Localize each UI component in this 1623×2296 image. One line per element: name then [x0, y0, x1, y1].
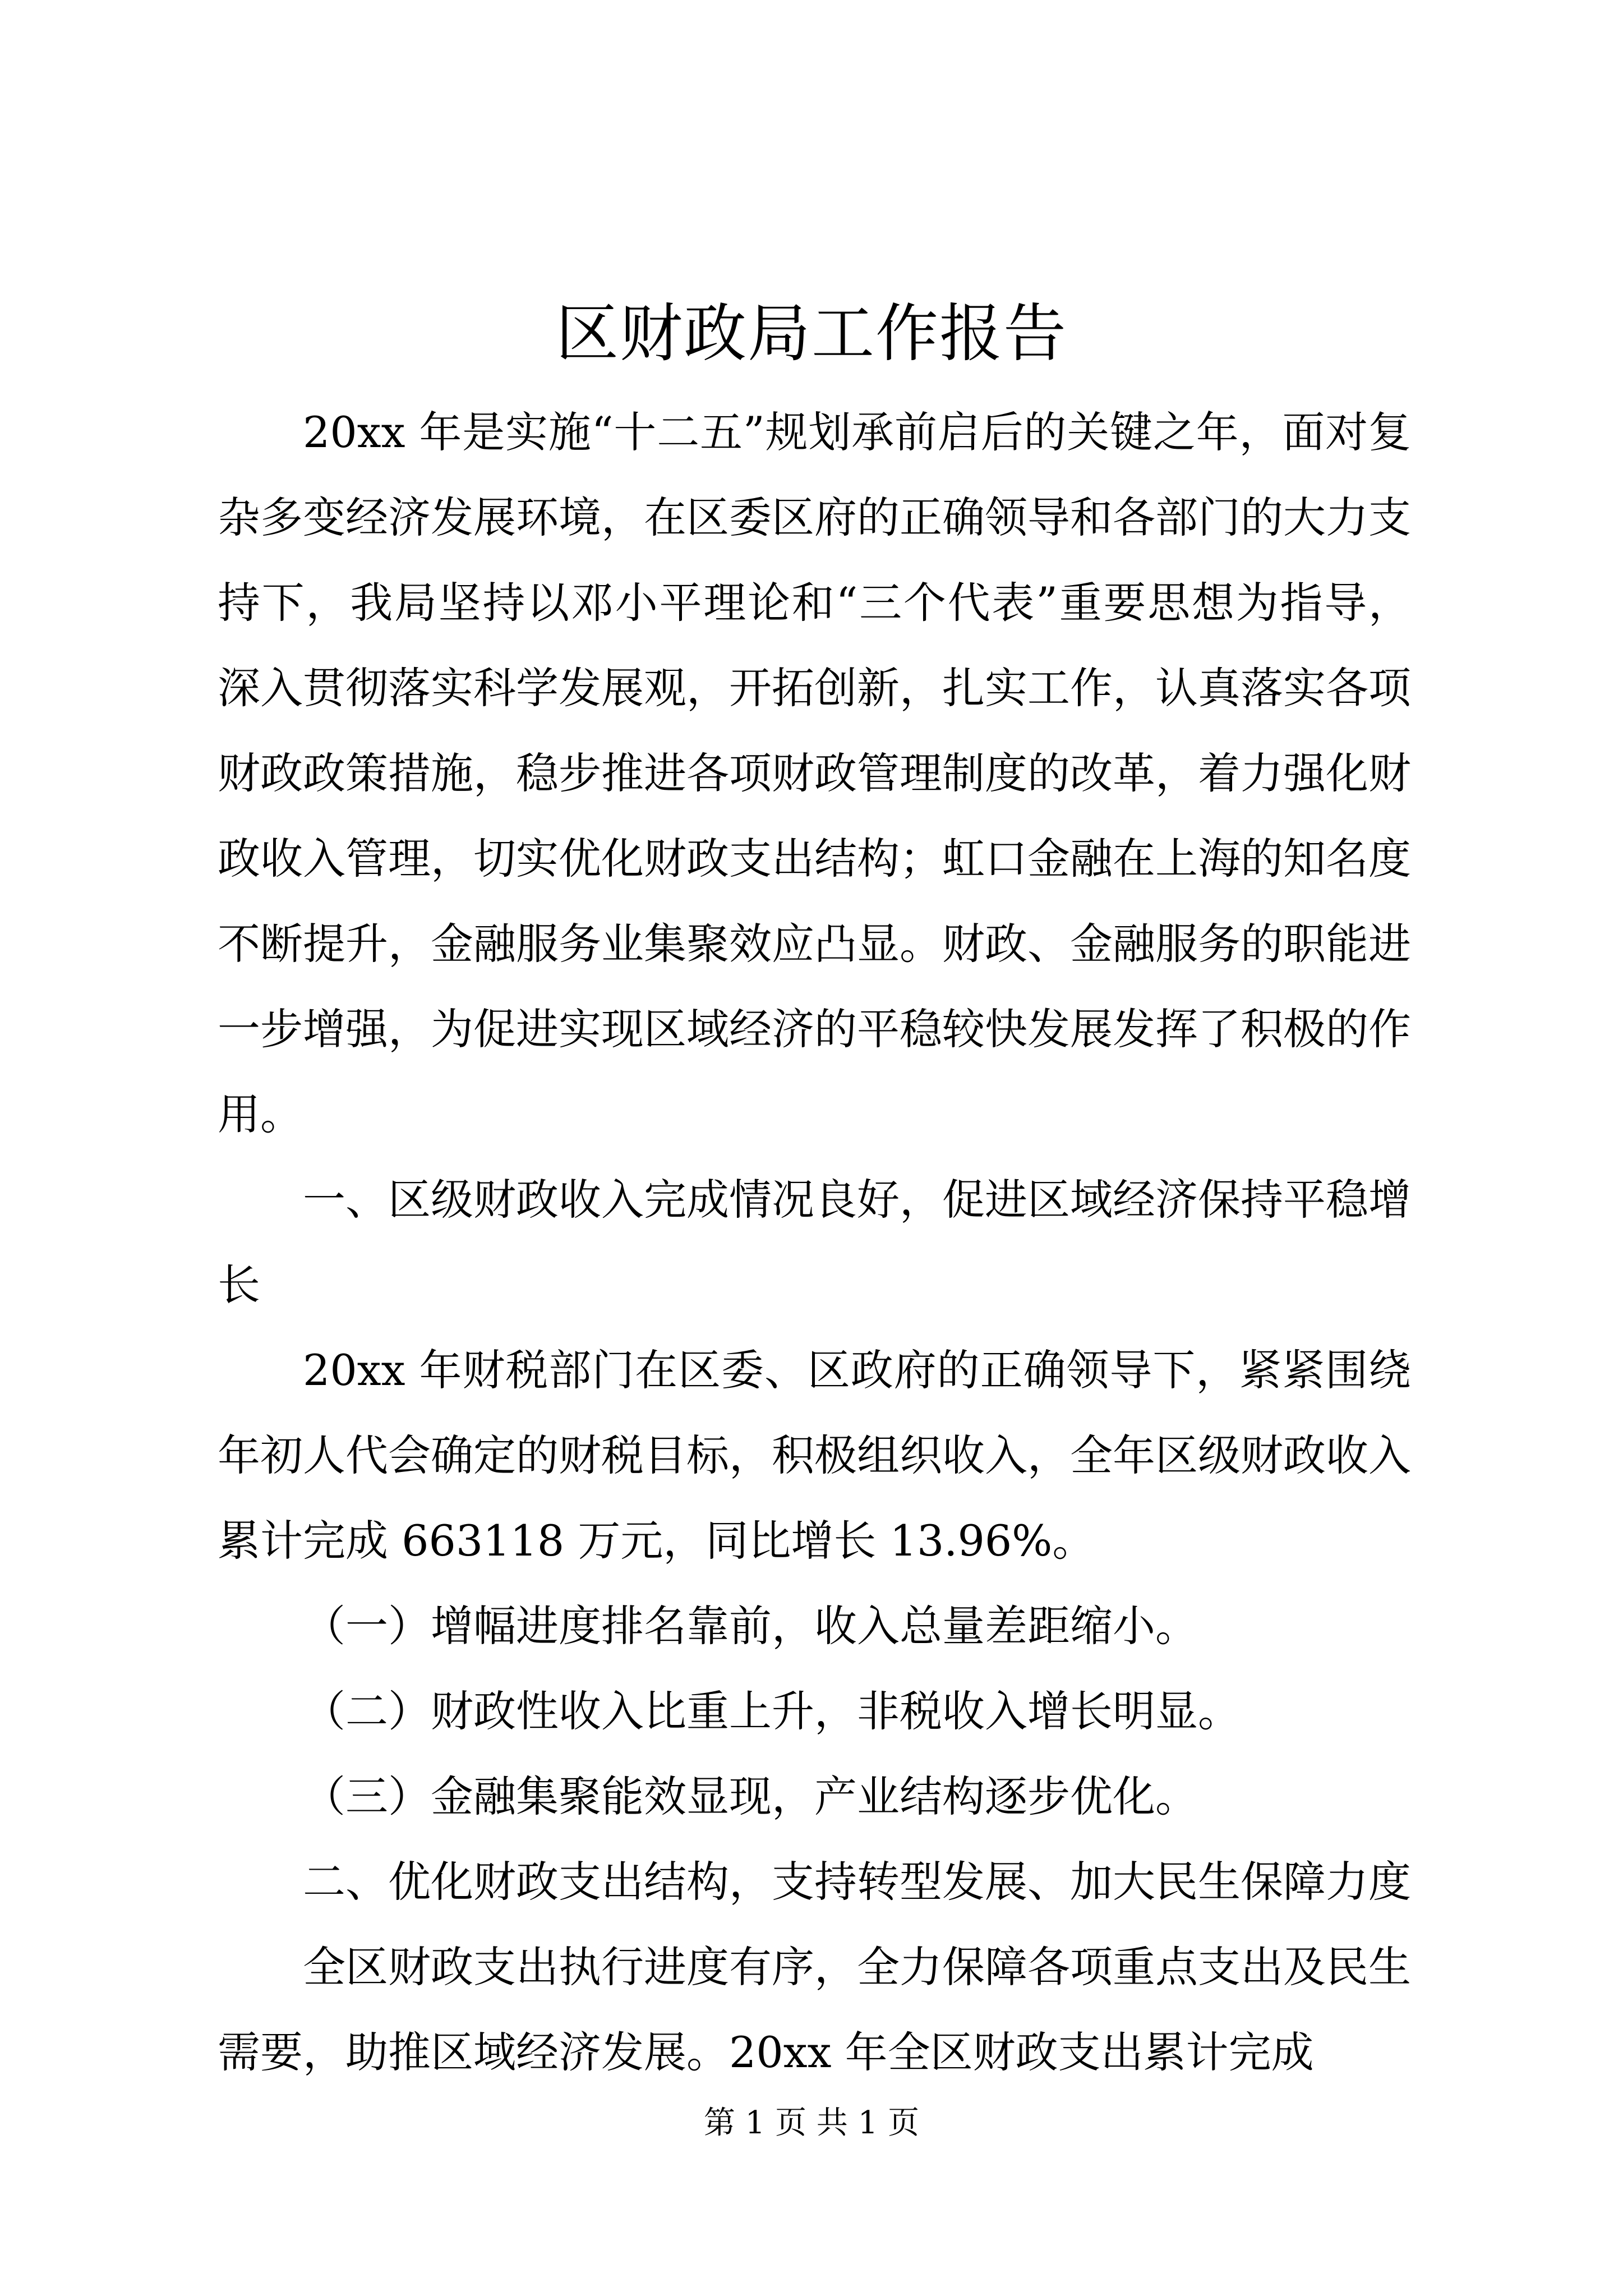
- subsection-item-3: （三）金融集聚能效显现，产业结构逐步优化。: [303, 1772, 1198, 1821]
- page-footer: 第 1 页 共 1 页: [703, 2105, 920, 2141]
- paragraph-expenditure: 全区财政支出执行进度有序，全力保障各项重点支出及民生需要，助推区域经济发展。20xx 年全区财政支出累计完成: [218, 1942, 1411, 2077]
- paragraph-intro: 20xx 年是实施“十二五”规划承前启后的关键之年，面对复杂多变经济发展环境，在区委区府的正确领导和各部门的大力支持下，我局坚持以邓小平理论和“三个代表”重要思想为指导，深入贯彻落实科学发展观，开拓创新，扎实工作，认真落实各项财政政策措施，稳步推进各项财政管理制度的改革，着力强化财政收入管理，切实优化财政支出结构；虹口金融在上海的知名度不断提升，金融服务业集聚效应凸显。财政、金融服务的职能进一步增强，为促进实现区域经济的平稳较快发展发挥了积极的作用。: [218, 407, 1411, 1139]
- subsection-item-1: （一）增幅进度排名靠前，收入总量差距缩小。: [303, 1601, 1198, 1651]
- subsection-item-2: （二）财政性收入比重上升，非税收入增长明显。: [303, 1686, 1241, 1736]
- paragraph-revenue: 20xx 年财税部门在区委、区政府的正确领导下，紧紧围绕年初人代会确定的财税目标，积极组织收入，全年区级财政收入累计完成 663118 万元，同比增长 13.96%。: [218, 1345, 1411, 1566]
- section-heading-2: 二、优化财政支出结构，支持转型发展、加大民生保障力度: [303, 1857, 1411, 1907]
- document-title: 区财政局工作报告: [556, 297, 1067, 370]
- section-heading-1: 一、区级财政收入完成情况良好，促进区域经济保持平稳增长: [218, 1175, 1411, 1310]
- document-body: [218, 390, 1411, 2095]
